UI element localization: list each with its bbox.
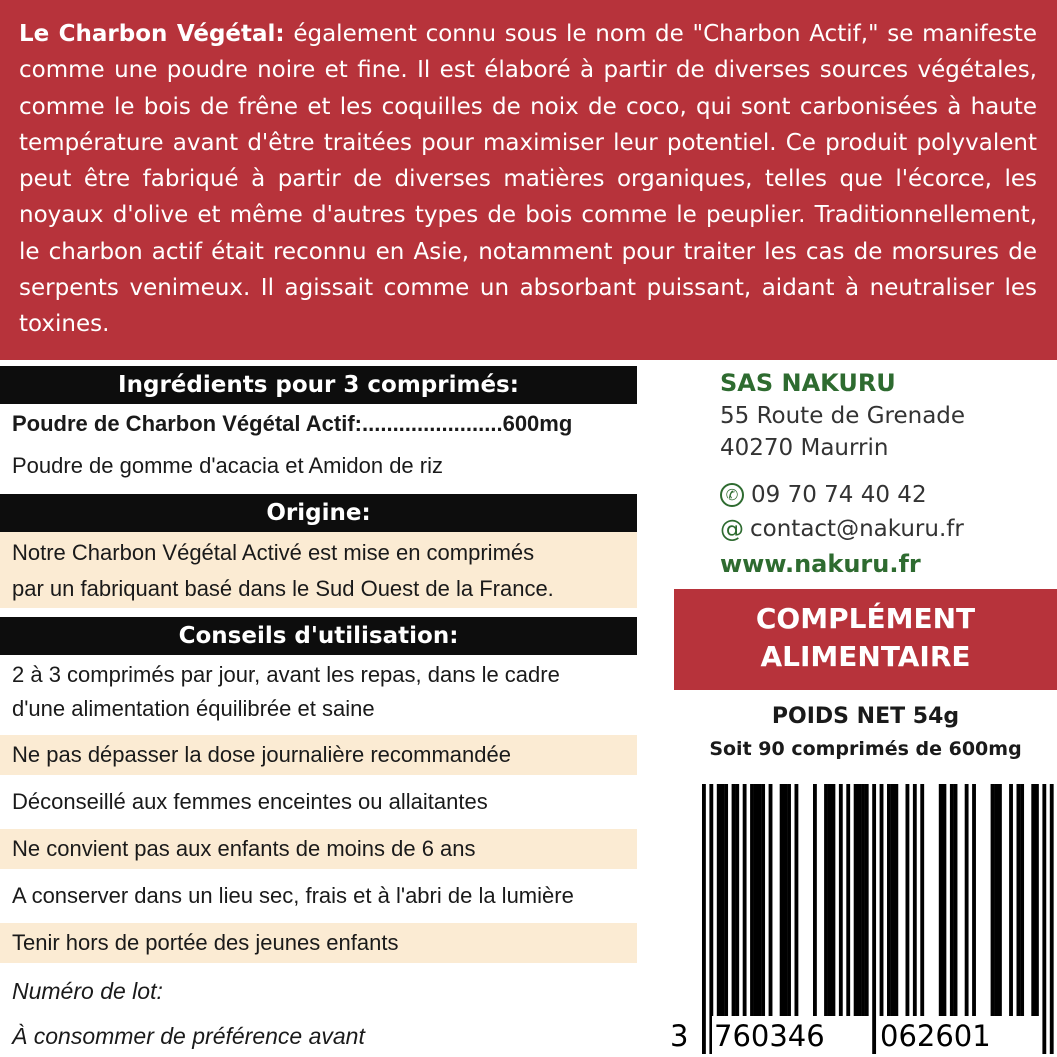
badge-line: COMPLÉMENT	[755, 602, 976, 635]
barcode-bar	[880, 784, 884, 1054]
origin-line: Notre Charbon Végétal Activé est mise en comprimés	[12, 540, 535, 565]
phone-icon: ✆	[720, 483, 744, 507]
barcode-bar	[1050, 784, 1054, 1054]
email-address: contact@nakuru.fr	[750, 516, 964, 542]
barcode-bar	[861, 784, 865, 1016]
barcode-bar	[824, 784, 828, 1016]
barcode-bar	[761, 784, 765, 1016]
company-email	[720, 512, 1050, 546]
description-lead: Le Charbon Végétal:	[19, 21, 285, 47]
warning-item: A conserver dans un lieu sec, frais et à l'abri de la lumière	[12, 883, 574, 908]
ingredient-main: Poudre de Charbon Végétal Actif:.......................600mg	[12, 411, 573, 436]
description-text: également connu sous le nom de "Charbon Actif," se manifeste comme une poudre noire et fine. Il est élaboré à partir de diverses sources végétales, comme le bois de frêne et les coquilles de noix de coco, qui sont carbonisées à haute température avant d'être traitées pour maximiser leur potentiel. Ce produit polyvalent peut être fabriqué à partir de diverses matières organiques, telles que l'écorce, les noyaux d'olive et même d'autres types de bois comme le peuplier. Traditionnellement, le charbon actif était reconnu en Asie, notamment pour traiter les cas de morsures de serpents venimeux. Il agissait comme un absorbant puissant, aidant à neutraliser les toxines.	[19, 21, 1038, 338]
barcode-bar	[839, 784, 843, 1016]
warning-item: Tenir hors de portée des jeunes enfants	[0, 923, 637, 963]
ingredients-header: Ingrédients pour 3 comprimés:	[0, 366, 637, 404]
barcode-bar	[709, 784, 713, 1054]
barcode-bar	[939, 784, 943, 1016]
barcode-bar	[998, 784, 1002, 1016]
usage-text	[0, 656, 637, 726]
barcode-bar	[991, 784, 995, 1016]
company-phone	[720, 478, 1050, 512]
barcode-bar	[1017, 784, 1021, 1016]
barcode-digits	[668, 1016, 1057, 1056]
barcode-bar	[828, 784, 832, 1016]
net-weight	[674, 700, 1057, 764]
barcode-bar	[854, 784, 858, 1016]
barcode-bar	[717, 784, 721, 1016]
description-block	[0, 0, 1057, 360]
barcode-bar	[795, 784, 799, 1016]
best-before-label: À consommer de préférence avant	[12, 1023, 365, 1049]
barcode-bar	[965, 784, 969, 1016]
warning-item: Ne pas dépasser la dose journalière recommandée	[0, 735, 637, 775]
barcode-bar	[846, 784, 850, 1016]
barcode-bar	[702, 784, 706, 1054]
barcode-bar	[735, 784, 739, 1016]
barcode-bar	[813, 784, 817, 1016]
company-address-line: 40270 Maurrin	[720, 435, 889, 461]
barcode-bar	[950, 784, 954, 1016]
usage-line: d'une alimentation équilibrée et saine	[12, 696, 375, 721]
barcode-bar	[1035, 784, 1039, 1016]
barcode-bar	[750, 784, 754, 1016]
barcode-bar	[1031, 784, 1035, 1016]
barcode-bar	[1020, 784, 1024, 1016]
lot-number-label: Numéro de lot:	[12, 978, 163, 1004]
barcode-bar	[913, 784, 917, 1016]
barcode-bar	[1042, 784, 1046, 1054]
barcode-digit-first: 3	[668, 1016, 690, 1056]
badge-line: ALIMENTAIRE	[760, 640, 971, 673]
barcode-bar	[732, 784, 736, 1016]
company-address-line: 55 Route de Grenade	[720, 403, 966, 429]
supplement-badge	[674, 589, 1057, 690]
at-icon: @	[720, 515, 744, 543]
warning-item: Ne convient pas aux enfants de moins de 6 ans	[0, 829, 637, 869]
origin-line: par un fabriquant basé dans le Sud Ouest de la France.	[12, 576, 554, 601]
barcode-bar	[894, 784, 898, 1016]
phone-number: 09 70 74 40 42	[751, 482, 927, 508]
barcode-bar	[1009, 784, 1013, 1016]
barcode	[668, 778, 1057, 1057]
company-info	[720, 366, 1050, 582]
company-name: SAS NAKURU	[720, 369, 896, 397]
net-weight-label: POIDS NET 54g	[771, 704, 960, 729]
origin-header: Origine:	[0, 494, 637, 532]
barcode-bar	[872, 784, 876, 1054]
barcode-bar	[994, 784, 998, 1016]
barcode-bar	[891, 784, 895, 1016]
barcode-bar	[865, 784, 869, 1016]
barcode-bar	[724, 784, 728, 1016]
barcode-bar	[780, 784, 784, 1016]
barcode-digits-right: 062601	[878, 1016, 993, 1056]
usage-line: 2 à 3 comprimés par jour, avant les repas, dans le cadre	[12, 662, 560, 687]
barcode-bar	[972, 784, 976, 1016]
barcode-bar	[920, 784, 924, 1016]
usage-header: Conseils d'utilisation:	[0, 617, 637, 655]
origin-text	[0, 532, 637, 608]
ingredient-other: Poudre de gomme d'acacia et Amidon de riz	[12, 453, 443, 478]
warning-item: Déconseillé aux femmes enceintes ou allaitantes	[12, 789, 488, 814]
barcode-bar	[887, 784, 891, 1016]
barcode-bar	[906, 784, 910, 1016]
barcode-bar	[832, 784, 836, 1016]
company-website: www.nakuru.fr	[720, 550, 921, 578]
barcode-bar	[787, 784, 791, 1016]
barcode-bar	[954, 784, 958, 1016]
barcode-bar	[769, 784, 773, 1016]
barcode-digits-left: 760346	[712, 1016, 827, 1056]
barcode-bar	[857, 784, 861, 1016]
barcode-bar	[721, 784, 725, 1016]
barcode-bar	[758, 784, 762, 1016]
barcode-bar	[743, 784, 747, 1016]
barcode-bar	[783, 784, 787, 1016]
barcode-bar	[943, 784, 947, 1016]
barcode-bar	[754, 784, 758, 1016]
tablet-count-label: Soit 90 comprimés de 600mg	[709, 738, 1022, 760]
